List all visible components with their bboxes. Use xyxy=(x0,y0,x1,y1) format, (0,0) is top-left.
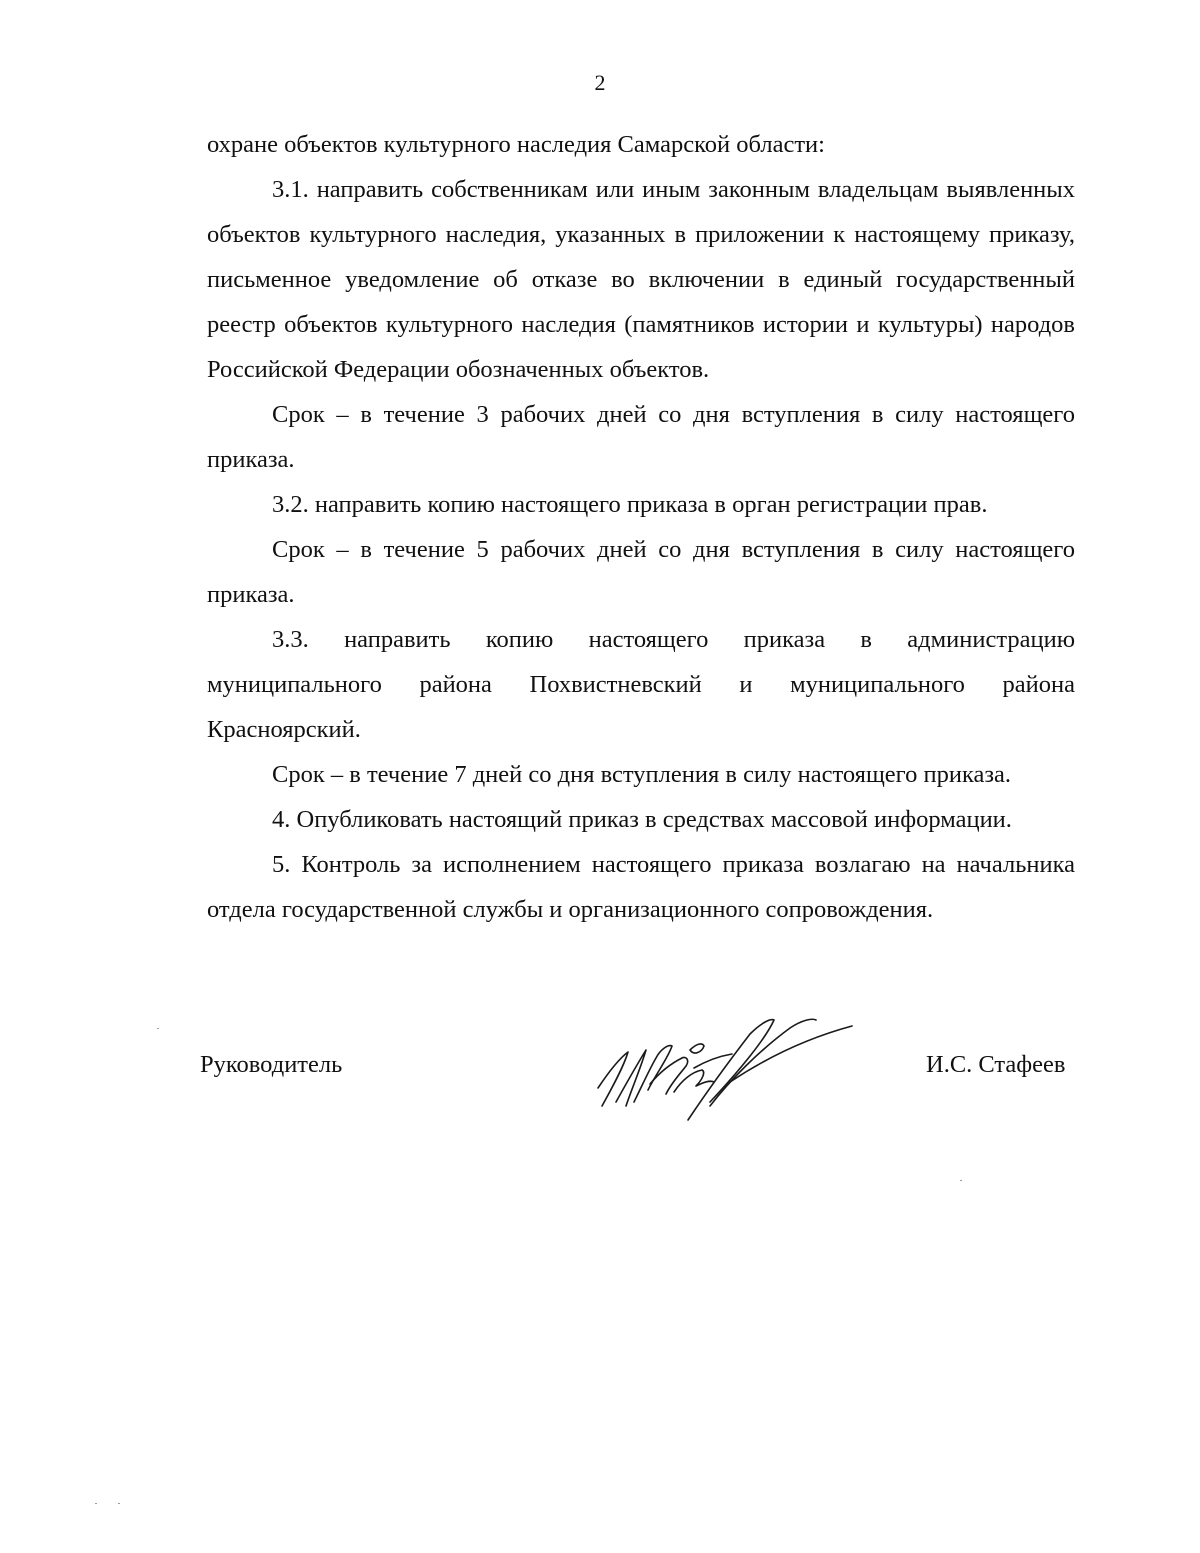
paragraph-3-3: 3.3. направить копию настоящего приказа в администрацию муниципального района Похвистневский и муниципального района Красноярский. xyxy=(207,626,1075,743)
paragraph-deadline-3-3: Срок – в течение 7 дней со дня вступления в силу настоящего приказа. xyxy=(272,761,1012,788)
paragraph-4: 4. Опубликовать настоящий приказ в средствах массовой информации. xyxy=(272,806,1012,833)
paragraph-5: 5. Контроль за исполнением настоящего приказа возлагаю на начальника отдела государственной службы и организационного сопровождения. xyxy=(207,851,1075,923)
paragraph-continuation: охране объектов культурного наследия Самарской области: xyxy=(207,131,825,158)
page-number: 2 xyxy=(594,70,606,95)
scan-speck xyxy=(95,1503,97,1504)
paragraph-3-1: 3.1. направить собственникам или иным законным владельцам выявленных объектов культурного наследия, указанных в приложении к настоящему приказу, письменное уведомление об отказе во включении в единый государственный реестр объектов культурного наследия (памятников истории и культуры) народов Российской Федерации обозначенных объектов. xyxy=(207,176,1075,383)
paragraph-3-2: 3.2. направить копию настоящего приказа в орган регистрации прав. xyxy=(272,491,988,518)
scan-speck xyxy=(118,1503,120,1504)
signatory-title: Руководитель xyxy=(200,1051,343,1078)
document-body xyxy=(207,122,1075,932)
handwritten-signature xyxy=(590,1010,860,1130)
paragraph-deadline-3-1: Срок – в течение 3 рабочих дней со дня вступления в силу настоящего приказа. xyxy=(207,401,1075,473)
paragraph-deadline-3-2: Срок – в течение 5 рабочих дней со дня вступления в силу настоящего приказа. xyxy=(207,536,1075,608)
scan-speck xyxy=(960,1180,962,1181)
signatory-name: И.С. Стафеев xyxy=(926,1051,1066,1078)
scan-speck xyxy=(157,1028,159,1029)
